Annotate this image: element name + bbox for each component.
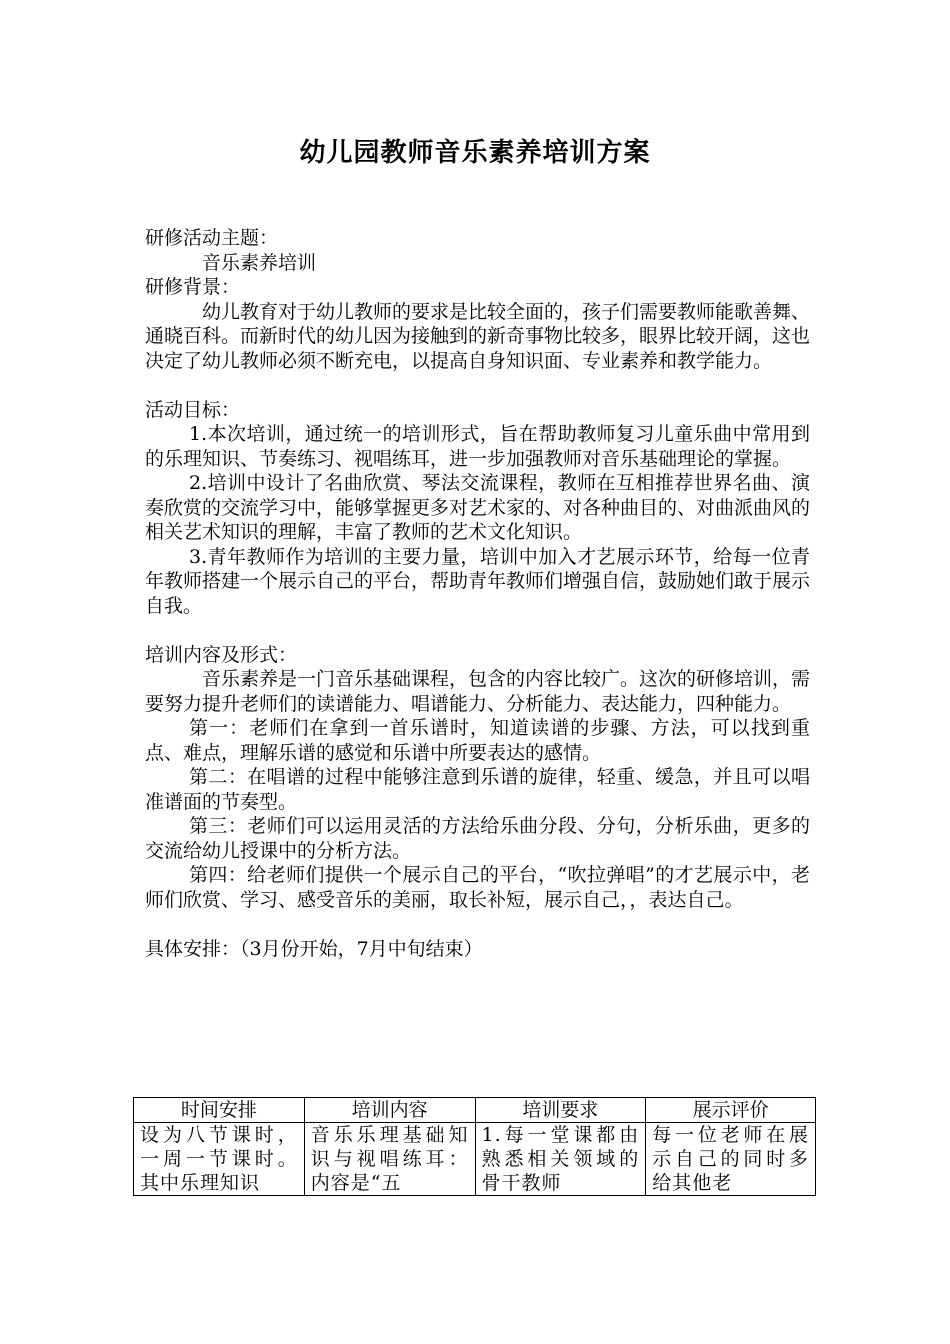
header-evaluation: 展示评价	[646, 1098, 816, 1123]
cell-evaluation: 每一位老师在展示自己的同时多给其他老	[646, 1123, 816, 1196]
cell-time: 设为八节课时，一周一节课时。其中乐理知识	[134, 1123, 305, 1196]
theme-value: 音乐素养培训	[202, 251, 317, 274]
section-gap	[145, 373, 810, 398]
table-row	[134, 1123, 816, 1196]
background-label: 研修背景：	[145, 276, 241, 298]
content-label: 培训内容及形式：	[145, 643, 298, 666]
schedule-table	[133, 1097, 816, 1196]
cell-requirements: 1.每一堂课都由熟悉相关领域的骨干教师	[475, 1123, 646, 1196]
document-title: 幼儿园教师音乐素养培训方案	[299, 138, 651, 168]
content-point-2: 第二：在唱谱的过程中能够注意到乐谱的旋律，轻重、缓急，并且可以唱准谱面的节奏型。	[145, 766, 810, 813]
goal-item-3: 3.青年教师作为培训的主要力量，培训中加入才艺展示环节，给每一位青年教师搭建一个展示自己的平台，帮助青年教师们增强自信，鼓励她们敢于展示自我。	[145, 545, 811, 617]
content-point-4: 第四：给老师们提供一个展示自己的平台，“吹拉弹唱”的才艺展示中，老师们欣赏、学习、感受音乐的美丽，取长补短，展示自己，，表达自己。	[145, 864, 810, 911]
document-body	[145, 226, 810, 961]
header-time: 时间安排	[134, 1098, 305, 1123]
content-point-1: 第一：老师们在拿到一首乐谱时，知道读谱的步骤、方法，可以找到重点、难点，理解乐谱的感觉和乐谱中所要表达的感情。	[145, 717, 810, 764]
content-intro: 音乐素养是一门音乐基础课程，包含的内容比较广。这次的研修培训，需要努力提升老师们的读谱能力、唱谱能力、分析能力、表达能力，四种能力。	[145, 668, 811, 715]
goal-item-2: 2.培训中设计了名曲欣赏、琴法交流课程，教师在互相推荐世界名曲、演奏欣赏的交流学习中，能够掌握更多对艺术家的、对各种曲目的、对曲派曲风的相关艺术知识的理解，丰富了教师的艺术文化知识。	[145, 472, 811, 543]
theme-label: 研修活动主题：	[145, 227, 279, 249]
section-gap	[145, 618, 810, 643]
content-point-3: 第三：老师们可以运用灵活的方法给乐曲分段、分句，分析乐曲，更多的交流给幼儿授课中的分析方法。	[145, 815, 810, 862]
section-gap	[145, 912, 810, 937]
cell-content: 音乐乐理基础知识与视唱练耳：内容是“五	[304, 1123, 475, 1196]
background-text: 幼儿教育对于幼儿教师的要求是比较全面的，孩子们需要教师能歌善舞、通晓百科。而新时代的幼儿因为接触到的新奇事物比较多，眼界比较开阔，这也决定了幼儿教师必须不断充电，以提高自身知识面、专业素养和教学能力。	[145, 300, 811, 372]
schedule-label: 具体安排：（3月份开始，7月中旬结束）	[145, 937, 483, 960]
header-content: 培训内容	[304, 1098, 475, 1123]
goal-item-1: 1.本次培训，通过统一的培训形式，旨在帮助教师复习儿童乐曲中常用到的乐理知识、节奏练习、视唱练耳，进一步加强教师对音乐基础理论的掌握。	[145, 423, 810, 470]
header-requirements: 培训要求	[475, 1098, 646, 1123]
table-header-row	[134, 1098, 816, 1123]
goals-label: 活动目标：	[145, 398, 241, 421]
